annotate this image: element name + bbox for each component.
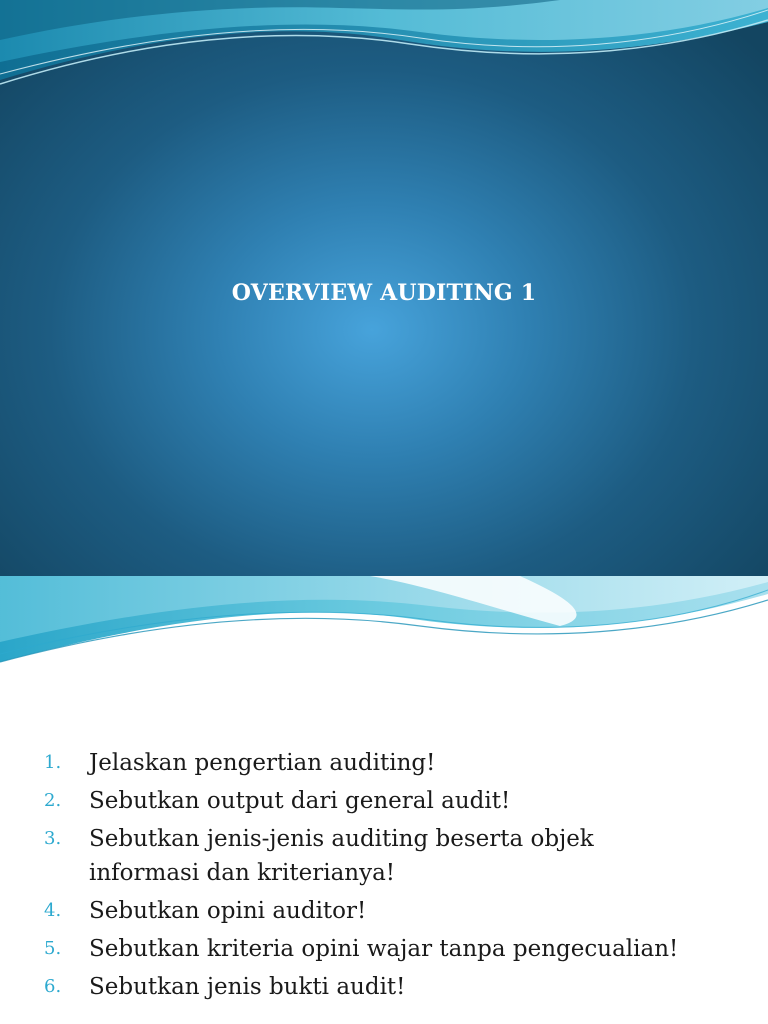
question-text: Jelaskan pengertian auditing! — [89, 750, 436, 776]
questions-slide — [0, 576, 768, 1024]
list-item — [0, 746, 768, 780]
list-item — [0, 970, 768, 1004]
header-wave-decoration — [0, 0, 768, 100]
slide-title: OVERVIEW AUDITING 1 — [231, 280, 537, 306]
question-text: Sebutkan output dari general audit! — [89, 788, 511, 814]
list-number: 4. — [44, 900, 62, 921]
question-text: Sebutkan jenis-jenis auditing beserta objek informasi dan kriterianya! — [89, 826, 594, 886]
list-item — [0, 932, 768, 966]
list-item — [0, 822, 768, 890]
list-number: 3. — [44, 828, 62, 849]
list-number: 6. — [44, 976, 62, 997]
list-number: 2. — [44, 790, 62, 811]
list-item — [0, 894, 768, 928]
list-number: 1. — [44, 752, 62, 773]
question-list — [0, 746, 768, 1008]
list-number: 5. — [44, 938, 62, 959]
list-item — [0, 784, 768, 818]
header-wave-decoration — [0, 576, 768, 676]
question-text: Sebutkan jenis bukti audit! — [89, 974, 406, 1000]
question-text: Sebutkan kriteria opini wajar tanpa pengecualian! — [89, 936, 679, 962]
question-text: Sebutkan opini auditor! — [89, 898, 367, 924]
